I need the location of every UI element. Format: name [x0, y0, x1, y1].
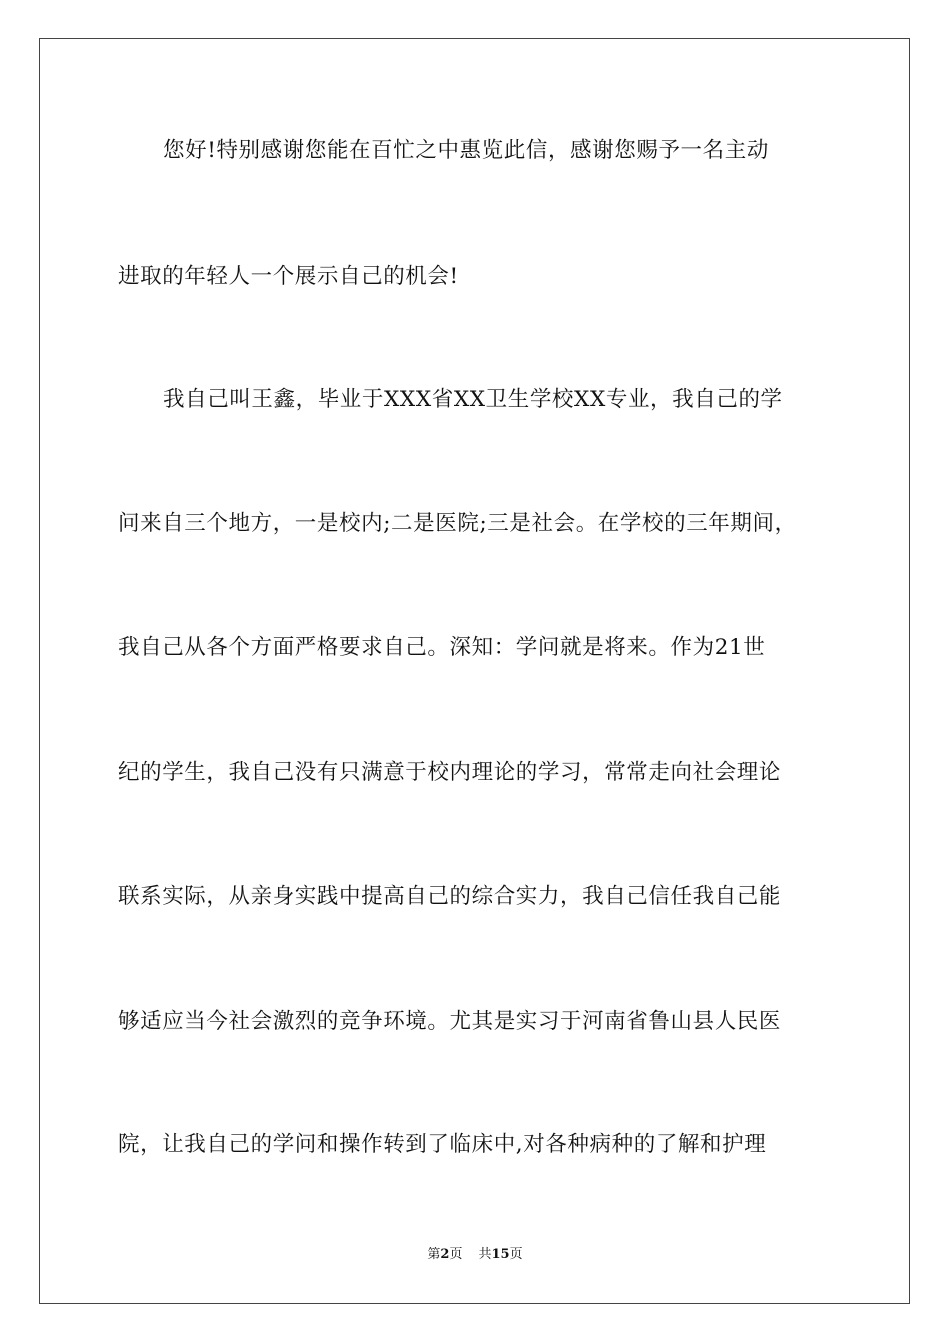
- paragraph-2-line-7: 院，让我自己的学问和操作转到了临床中,对各种病种的了解和护理: [118, 1132, 767, 1157]
- total-prefix: 共: [478, 1247, 492, 1262]
- total-pages: 15: [491, 1247, 510, 1262]
- page-suffix: 页: [449, 1247, 463, 1262]
- total-suffix: 页: [509, 1247, 523, 1262]
- paragraph-1-line-2: 进取的年轻人一个展示自己的机会!: [118, 264, 459, 289]
- paragraph-2-line-2: 问来自三个地方，一是校内;二是医院;三是社会。在学校的三年期间，: [118, 511, 797, 536]
- paragraph-1-line-1: 您好!特别感谢您能在百忙之中惠览此信，感谢您赐予一名主动: [163, 138, 769, 163]
- page-number: 2: [440, 1247, 450, 1262]
- page-prefix: 第: [427, 1247, 441, 1262]
- paragraph-2-line-5: 联系实际，从亲身实践中提高自己的综合实力，我自己信任我自己能: [118, 884, 782, 909]
- page-footer: [0, 1246, 950, 1264]
- paragraph-2-line-3: 我自己从各个方面严格要求自己。深知：学问就是将来。作为21世: [118, 635, 766, 660]
- page-border: [39, 38, 910, 1304]
- paragraph-2-line-1: 我自己叫王鑫，毕业于XXX省XX卫生学校XX专业，我自己的学: [163, 387, 783, 412]
- paragraph-2-line-6: 够适应当今社会激烈的竞争环境。尤其是实习于河南省鲁山县人民医: [118, 1009, 782, 1034]
- paragraph-2-line-4: 纪的学生，我自己没有只满意于校内理论的学习，常常走向社会理论: [118, 760, 782, 785]
